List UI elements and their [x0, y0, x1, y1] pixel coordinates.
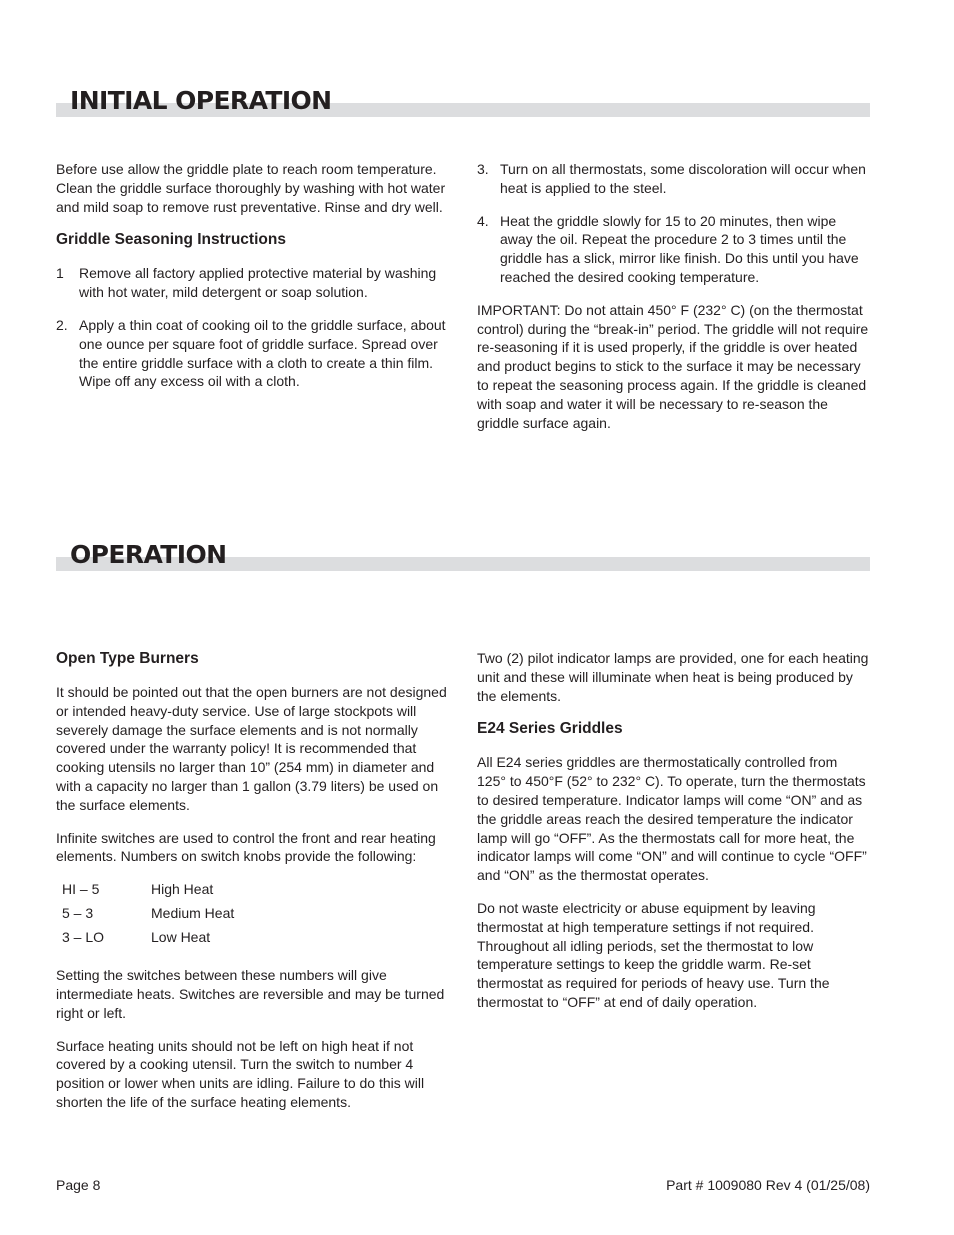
open-burners-paragraph: Infinite switches are used to control the front and rear heating elements. Numbers on switch knobs provide the following:	[56, 829, 436, 865]
page-number: Page 8	[56, 1177, 101, 1193]
step-text: Turn on all thermostats, some discoloration will occur when heat is applied to the steel.	[500, 161, 866, 196]
initial-operation-title: INITIAL OPERATION	[70, 86, 332, 115]
heat-label: Medium Heat	[151, 905, 235, 922]
open-burners-paragraph: Setting the switches between these numbers will give intermediate heats. Switches are reversible and may be turned right or left.	[56, 967, 445, 1021]
operation-header	[56, 531, 870, 571]
step-number: 2.	[56, 316, 68, 333]
intro-paragraph: Before use allow the griddle plate to reach room temperature. Clean the griddle surface thoroughly by washing with hot water and mild soap to remove rust preventative. Rinse and dry well.	[56, 161, 446, 215]
operation-right-column	[477, 649, 869, 1026]
open-burners-paragraph: It should be pointed out that the open burners are not designed or intended heavy-duty service. Use of large stockpots will severely damage the surface elements and is not normally covered under the warranty policy! It is recommended that cooking utensils no larger than 10” (254 mm) in diameter and with a capacity no larger than 1 gallon (3.79 liters) be used on the surface elements.	[56, 684, 447, 813]
heat-setting: 3 – LO	[62, 929, 105, 946]
operation-title: OPERATION	[70, 540, 227, 569]
initial-operation-left-column	[56, 160, 448, 405]
heat-label: Low Heat	[151, 929, 211, 946]
operation-left-column	[56, 649, 448, 1126]
seasoning-step	[56, 316, 448, 391]
step-number: 1	[56, 265, 64, 282]
e24-paragraph: All E24 series griddles are thermostatically controlled from 125° to 450°F (52° to 232° C). To operate, turn the thermostats to desired temperature. Indicator lamps will come “ON” and as the griddle areas reach the desired temperature the indicator lamp will go “OFF”. As the thermostats call for more heat, the indicator lamps will come “ON” and will continue to cycle “OFF” and “ON” as the thermostat operates.	[477, 754, 867, 884]
step-number: 3.	[477, 161, 489, 177]
heat-setting: HI – 5	[62, 881, 100, 898]
e24-paragraph: Do not waste electricity or abuse equipment by leaving thermostat at high temperature settings if not required. Throughout all idling periods, set the thermostat to low temperature settings to keep the griddle warm. Re-set thermostat as required for periods of heavy use. Turn the thermostat to “OFF” at end of daily operation.	[477, 899, 830, 1010]
step-text: Apply a thin coat of cooking oil to the griddle surface, about one ounce per square foot of griddle surface. Spread over the entire griddle surface with a cloth to create a thin film. Wipe off any excess oil with a cloth.	[79, 316, 446, 390]
open-burners-heading: Open Type Burners	[56, 650, 199, 667]
table-row	[62, 928, 234, 952]
step-text: Remove all factory applied protective material by washing with hot water, mild detergent or soap solution.	[79, 265, 437, 301]
seasoning-step	[56, 264, 448, 302]
heat-setting: 5 – 3	[62, 905, 94, 922]
heat-label: High Heat	[151, 881, 214, 898]
seasoning-step	[477, 160, 869, 198]
part-number: Part # 1009080 Rev 4 (01/25/08)	[666, 1177, 870, 1193]
table-row	[62, 880, 234, 904]
step-text: Heat the griddle slowly for 15 to 20 minutes, then wipe away the oil. Repeat the procedure 2 to 3 times until the griddle has a slick, mirror like finish. Do this until you have reached the desired cooking temperature.	[500, 212, 859, 285]
open-burners-paragraph: Surface heating units should not be left on high heat if not covered by a cooking utensil. Turn the switch to number 4 position or lower when units are idling. Failure to do this will shorten the life of the surface heating elements.	[56, 1037, 425, 1110]
initial-operation-right-column	[477, 160, 869, 446]
seasoning-step	[477, 212, 869, 287]
heat-settings-table	[62, 880, 234, 952]
step-number: 4.	[477, 212, 489, 229]
e24-heading: E24 Series Griddles	[477, 720, 623, 738]
important-note: IMPORTANT: Do not attain 450° F (232° C) (on the thermostat control) during the “break-in” period. The griddle will not require re-seasoning if it is used properly, if the griddle is over heated and product begins to stick to the surface it may be necessary to repeat the seasoning process again. If the griddle is cleaned with soap and water it will be necessary to re-season the griddle surface again.	[477, 301, 869, 431]
pilot-lamps-paragraph: Two (2) pilot indicator lamps are provided, one for each heating unit and these will illuminate when heat is being produced by the elements.	[477, 650, 869, 704]
table-row	[62, 904, 234, 928]
initial-operation-header	[56, 77, 870, 117]
seasoning-heading: Griddle Seasoning Instructions	[56, 231, 286, 249]
